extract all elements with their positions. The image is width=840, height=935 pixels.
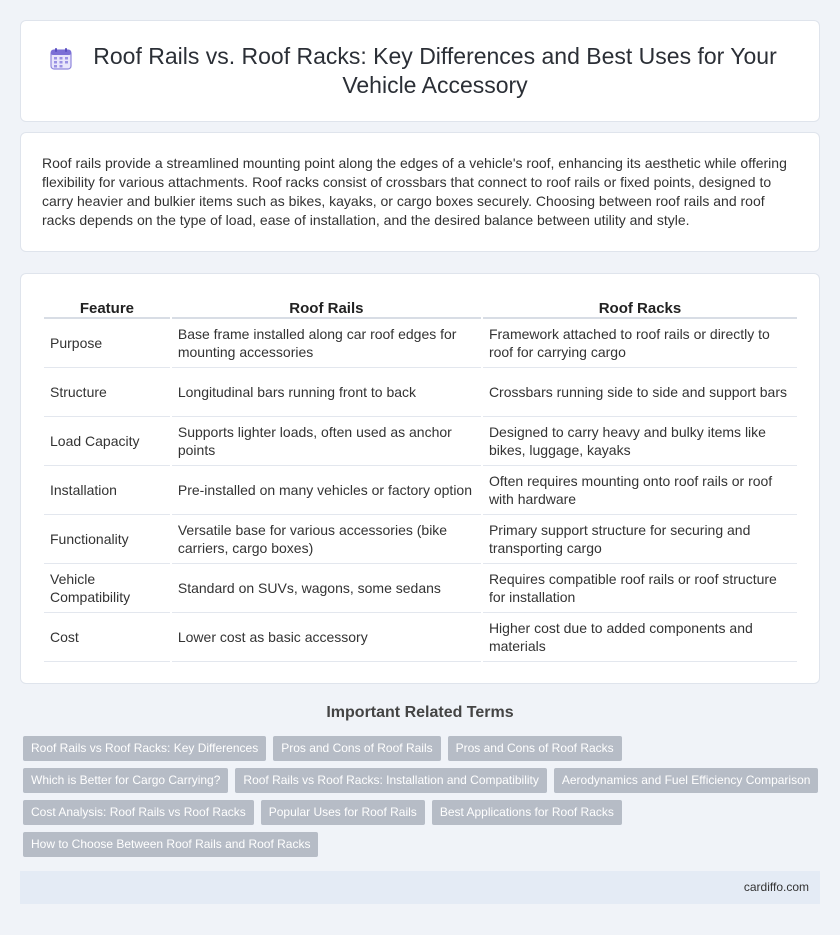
related-tag[interactable]: Pros and Cons of Roof Racks <box>448 736 622 761</box>
related-tags-row <box>23 832 318 857</box>
roof-racks-cell: Crossbars running side to side and support bars <box>483 368 797 417</box>
related-tags-row <box>23 736 622 761</box>
table-row <box>44 564 797 613</box>
roof-rails-cell: Supports lighter loads, often used as anchor points <box>172 417 481 466</box>
roof-rails-cell: Standard on SUVs, wagons, some sedans <box>172 564 481 613</box>
roof-rails-cell: Versatile base for various accessories (bike carriers, cargo boxes) <box>172 515 481 564</box>
related-tag[interactable]: Best Applications for Roof Racks <box>432 800 622 825</box>
related-tag[interactable]: Roof Rails vs Roof Racks: Installation and Compatibility <box>235 768 546 793</box>
related-tag[interactable]: Aerodynamics and Fuel Efficiency Comparison <box>554 768 819 793</box>
roof-racks-cell: Designed to carry heavy and bulky items like bikes, luggage, kayaks <box>483 417 797 466</box>
header-roof-rails: Roof Rails <box>172 295 481 319</box>
roof-rails-cell: Longitudinal bars running front to back <box>172 368 481 417</box>
roof-rails-cell: Pre-installed on many vehicles or factory option <box>172 466 481 515</box>
feature-cell: Functionality <box>44 515 170 564</box>
intro-paragraph: Roof rails provide a streamlined mounting point along the edges of a vehicle's roof, enhancing its aesthetic while offering flexibility for various attachments. Roof racks consist of crossbars that connect to roof rails or fixed points, designed to carry heavier and bulkier items such as bikes, kayaks, or cargo boxes securely. Choosing between roof rails and roof racks depends on the type of load, ease of installation, and the desired balance between utility and style. <box>42 155 787 228</box>
roof-rails-cell: Base frame installed along car roof edges for mounting accessories <box>172 319 481 368</box>
roof-racks-cell: Higher cost due to added components and materials <box>483 613 797 662</box>
comparison-table <box>42 295 799 662</box>
table-row <box>44 613 797 662</box>
roof-racks-cell: Requires compatible roof rails or roof structure for installation <box>483 564 797 613</box>
feature-cell: Purpose <box>44 319 170 368</box>
footer-site-link[interactable]: cardiffo.com <box>743 880 809 894</box>
table-row <box>44 417 797 466</box>
feature-cell: Installation <box>44 466 170 515</box>
related-tag[interactable]: How to Choose Between Roof Rails and Roof Racks <box>23 832 318 857</box>
table-header-row <box>44 295 797 319</box>
related-tag[interactable]: Popular Uses for Roof Rails <box>261 800 425 825</box>
related-tags-row <box>23 800 622 825</box>
table-row <box>44 319 797 368</box>
intro-card <box>20 132 820 252</box>
table-row <box>44 515 797 564</box>
table-row <box>44 466 797 515</box>
feature-cell: Structure <box>44 368 170 417</box>
page-title: Roof Rails vs. Roof Racks: Key Differences and Best Uses for Your Vehicle Accessory <box>93 43 777 98</box>
footer <box>20 871 820 904</box>
roof-rails-cell: Lower cost as basic accessory <box>172 613 481 662</box>
roof-racks-cell: Primary support structure for securing and transporting cargo <box>483 515 797 564</box>
related-terms-heading: Important Related Terms <box>326 704 514 721</box>
roof-racks-cell: Often requires mounting onto roof rails or roof with hardware <box>483 466 797 515</box>
header-roof-racks: Roof Racks <box>483 295 797 319</box>
comparison-card <box>20 273 820 684</box>
title-card <box>20 20 820 122</box>
table-row <box>44 368 797 417</box>
feature-cell: Cost <box>44 613 170 662</box>
related-tag[interactable]: Roof Rails vs Roof Racks: Key Differences <box>23 736 266 761</box>
header-feature: Feature <box>44 295 170 319</box>
related-tag[interactable]: Which is Better for Cargo Carrying? <box>23 768 228 793</box>
roof-racks-cell: Framework attached to roof rails or directly to roof for carrying cargo <box>483 319 797 368</box>
related-tags-row <box>23 768 818 793</box>
related-tag[interactable]: Pros and Cons of Roof Rails <box>273 736 440 761</box>
feature-cell: Vehicle Compatibility <box>44 564 170 613</box>
feature-cell: Load Capacity <box>44 417 170 466</box>
related-tag[interactable]: Cost Analysis: Roof Rails vs Roof Racks <box>23 800 254 825</box>
